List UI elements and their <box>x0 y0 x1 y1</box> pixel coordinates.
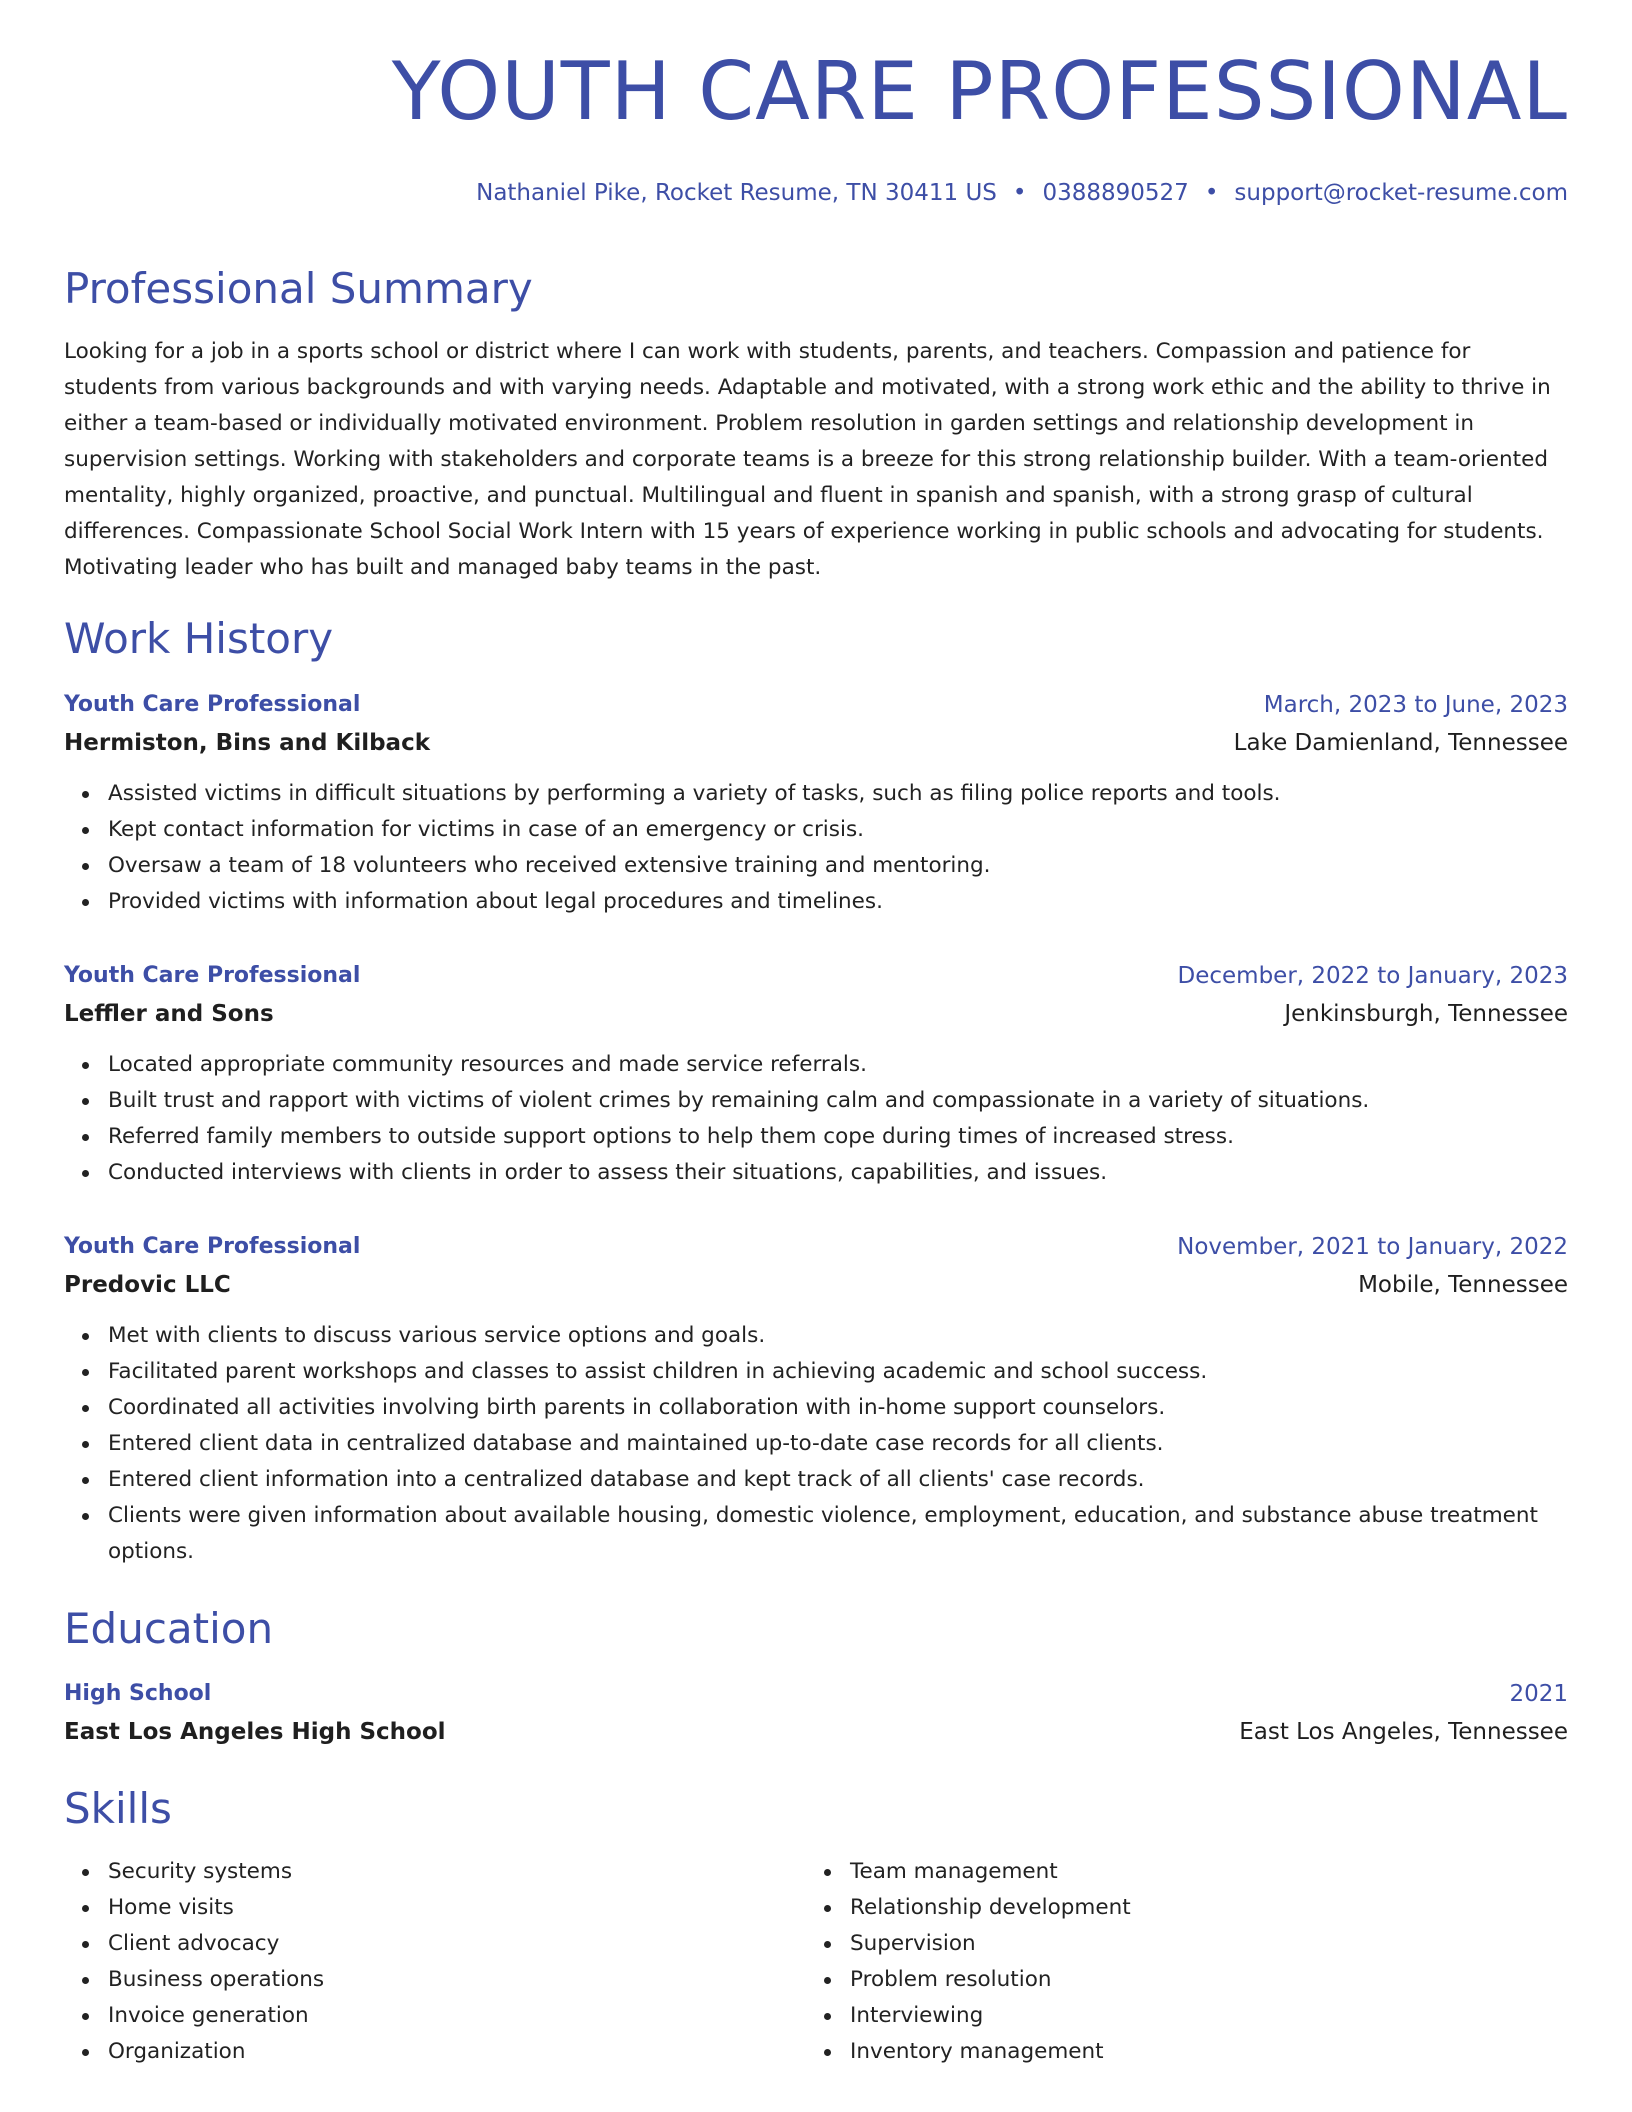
job-bullet: Provided victims with information about legal procedures and timelines. <box>108 884 1568 920</box>
job-bullet: Coordinated all activities involving birth parents in collaboration with in-home support counselors. <box>108 1390 1568 1426</box>
skills-column-right <box>806 1854 1131 2070</box>
contact-phone[interactable]: 0388890527 <box>1042 180 1189 206</box>
resume-title: YOUTH CARE PROFESSIONAL <box>391 45 1568 138</box>
job-bullet: Referred family members to outside support options to help them cope during times of increased stress. <box>108 1119 1568 1155</box>
job-entry <box>64 1228 1568 1570</box>
education-entry <box>64 1675 1568 1751</box>
summary-heading: Professional Summary <box>64 264 533 313</box>
job-dates: November, 2021 to January, 2022 <box>1177 1234 1568 1260</box>
contact-line <box>476 182 1568 205</box>
contact-address: Nathaniel Pike, Rocket Resume, TN 30411 US <box>476 180 997 206</box>
job-header-row <box>64 686 1568 724</box>
work-history-heading: Work History <box>64 614 334 663</box>
job-bullet: Met with clients to discuss various service options and goals. <box>108 1318 1568 1354</box>
education-school: East Los Angeles High School <box>64 1719 446 1745</box>
skill-item: Supervision <box>850 1926 1131 1962</box>
skill-item: Client advocacy <box>108 1926 324 1962</box>
job-location: Jenkinsburgh, Tennessee <box>1284 1001 1568 1027</box>
job-bullets <box>64 1047 1568 1191</box>
job-bullets <box>64 776 1568 920</box>
job-bullet: Assisted victims in difficult situations by performing a variety of tasks, such as filing police reports and tools. <box>108 776 1568 812</box>
job-location: Lake Damienland, Tennessee <box>1233 730 1568 756</box>
job-company: Predovic LLC <box>64 1272 231 1298</box>
education-degree: High School <box>64 1681 212 1706</box>
job-title: Youth Care Professional <box>64 963 361 988</box>
job-company-row <box>64 995 1568 1033</box>
job-dates: December, 2022 to January, 2023 <box>1177 963 1568 989</box>
job-dates: March, 2023 to June, 2023 <box>1263 692 1568 718</box>
skills-heading: Skills <box>64 1784 172 1833</box>
job-header-row <box>64 957 1568 995</box>
summary-text: Looking for a job in a sports school or district where I can work with students, parents, and teachers. Compassion and patience for students from various backgrounds and with varying needs. Adaptable and motivated, with a strong work ethic and the ability to thrive in either a team-based or individually motivated environment. Problem resolution in garden settings and relationship development in supervision settings. Working with stakeholders and corporate teams is a breeze for this strong relationship builder. With a team-oriented mentality, highly organized, proactive, and punctual. Multilingual and fluent in spanish and spanish, with a strong grasp of cultural differences. Compassionate School Social Work Intern with 15 years of experience working in public schools and advocating for students. Motivating leader who has built and managed baby teams in the past. <box>64 339 1551 580</box>
contact-email[interactable]: support@rocket-resume.com <box>1234 180 1568 206</box>
skill-item: Problem resolution <box>850 1962 1131 1998</box>
job-entry <box>64 686 1568 920</box>
skill-item: Security systems <box>108 1854 324 1890</box>
job-title: Youth Care Professional <box>64 1234 361 1259</box>
job-bullet: Oversaw a team of 18 volunteers who received extensive training and mentoring. <box>108 848 1568 884</box>
job-company: Leffler and Sons <box>64 1001 274 1027</box>
job-header-row <box>64 1228 1568 1266</box>
job-bullet: Located appropriate community resources and made service referrals. <box>108 1047 1568 1083</box>
job-bullet: Entered client data in centralized database and maintained up-to-date case records for all clients. <box>108 1426 1568 1462</box>
education-school-row <box>64 1713 1568 1751</box>
job-title: Youth Care Professional <box>64 692 361 717</box>
job-bullet: Facilitated parent workshops and classes to assist children in achieving academic and school success. <box>108 1354 1568 1390</box>
skill-item: Team management <box>850 1854 1131 1890</box>
job-bullet: Conducted interviews with clients in order to assess their situations, capabilities, and issues. <box>108 1155 1568 1191</box>
skills-column-left <box>64 1854 324 2070</box>
job-bullet: Entered client information into a centralized database and kept track of all clients' case records. <box>108 1462 1568 1498</box>
skill-item: Relationship development <box>850 1890 1131 1926</box>
skill-item: Interviewing <box>850 1998 1131 2034</box>
contact-separator: • <box>1204 180 1219 206</box>
job-bullet: Built trust and rapport with victims of violent crimes by remaining calm and compassionate in a variety of situations. <box>108 1083 1568 1119</box>
skill-item: Business operations <box>108 1962 324 1998</box>
education-header-row <box>64 1675 1568 1713</box>
job-company-row <box>64 1266 1568 1304</box>
job-bullet: Kept contact information for victims in case of an emergency or crisis. <box>108 812 1568 848</box>
job-entry <box>64 957 1568 1191</box>
job-company-row <box>64 724 1568 762</box>
skill-item: Home visits <box>108 1890 324 1926</box>
education-year: 2021 <box>1509 1681 1568 1707</box>
job-company: Hermiston, Bins and Kilback <box>64 730 431 756</box>
education-location: East Los Angeles, Tennessee <box>1239 1719 1568 1745</box>
skill-item: Invoice generation <box>108 1998 324 2034</box>
skill-item: Organization <box>108 2034 324 2070</box>
job-bullet: Clients were given information about available housing, domestic violence, employment, education, and substance abuse treatment options. <box>108 1498 1568 1570</box>
education-heading: Education <box>64 1604 274 1653</box>
contact-separator: • <box>1012 180 1027 206</box>
job-bullets <box>64 1318 1568 1570</box>
skill-item: Inventory management <box>850 2034 1131 2070</box>
job-location: Mobile, Tennessee <box>1358 1272 1568 1298</box>
